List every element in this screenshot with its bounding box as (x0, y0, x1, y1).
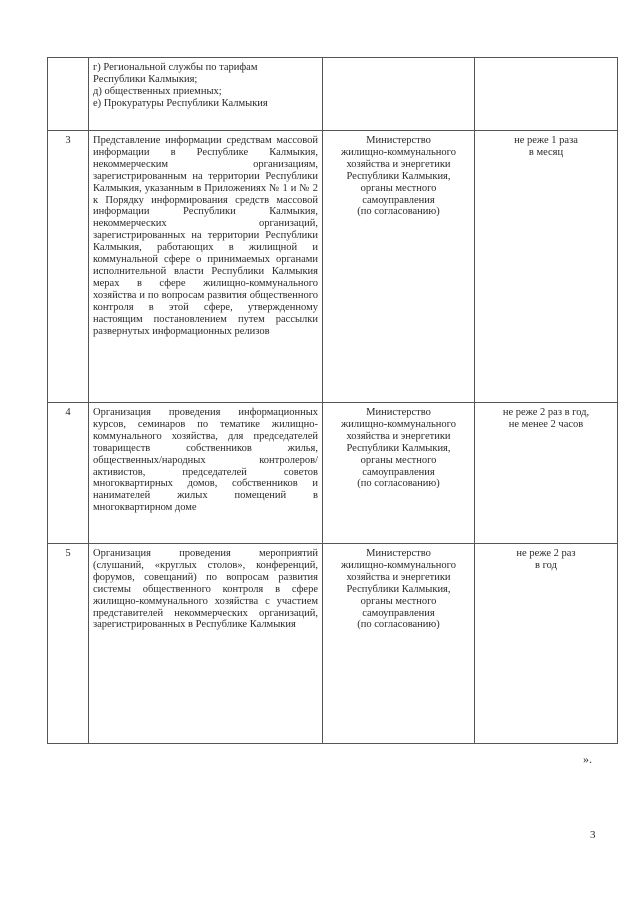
executor-line: Министерство (366, 407, 431, 418)
term-line: в месяц (528, 146, 564, 158)
executor-line: Республики Калмыкия, (346, 170, 451, 182)
row-number-cell (48, 58, 89, 131)
executor-line: Республики Калмыкия, (346, 442, 451, 454)
action-cell: Организация проведения информационных курсов, семинаров по тематике жилищно-коммунального хозяйства, для председателей товариществ собственников жилья, общественных/народных контролеров/активистов, председателей советов многоквартирных домов, собственников и нанимателей жилых помещений в многоквартирном доме (89, 403, 323, 544)
executor-line: Республики Калмыкия, (346, 583, 451, 595)
action-line: Республики Калмыкия; (93, 73, 198, 85)
executor-cell (323, 131, 475, 403)
term-cell (475, 403, 618, 544)
term-cell (475, 58, 618, 131)
executor-line: жилищно-коммунального (341, 146, 456, 158)
executor-line: жилищно-коммунального (341, 559, 456, 571)
executor-line: хозяйства и энергетики (346, 571, 451, 583)
action-cell: Организация проведения мероприятий (слушаний, «круглых столов», конференций, форумов, совещаний) по вопросам развития системы общественного контроля в сфере жилищно-коммунального хозяйства с участием представителей некоммерческих организаций, зарегистрированных в Республике Калмыкия (89, 544, 323, 744)
executor-line: хозяйства и энергетики (346, 430, 451, 442)
row-number-cell: 5 (48, 544, 89, 744)
action-line: д) общественных приемных; (93, 85, 222, 97)
executor-cell (323, 403, 475, 544)
executor-line: органы местного (360, 454, 437, 466)
action-line: е) Прокуратуры Республики Калмыкия (93, 97, 268, 109)
page-number: 3 (590, 829, 596, 841)
term-line: не реже 1 раза (514, 135, 578, 146)
term-line: в год (535, 559, 557, 571)
table-row (48, 403, 618, 544)
term-cell (475, 131, 618, 403)
closing-quote-mark: ». (583, 752, 592, 766)
executor-line: самоуправления (362, 607, 435, 619)
executor-line: жилищно-коммунального (341, 418, 456, 430)
action-line: г) Региональной службы по тарифам (93, 62, 258, 73)
row-number-cell: 3 (48, 131, 89, 403)
table-row-continuation (48, 58, 618, 131)
executor-line: самоуправления (362, 194, 435, 206)
term-line: не менее 2 часов (508, 418, 584, 430)
executor-cell (323, 58, 475, 131)
executor-line: Министерство (366, 135, 431, 146)
executor-line: Министерство (366, 548, 431, 559)
action-cell: Представление информации средствам массовой информации в Республике Калмыкия, некоммерческим организациям, зарегистрированным на территории Республики Калмыкия, указанным в Приложениях № 1 и № 2 к Порядку информирования средств массовой информации Республики Калмыкия, некоммерческих организаций, зарегистрированных на территории Республики Калмыкия, работающих в жилищной и коммунальной сфере о принимаемых органами исполнительной власти Республики Калмыкия мерах в сфере жилищно-коммунального хозяйства и по вопросам развития общественного контроля в этой сфере, утвержденному настоящим постановлением путем рассылки развернутых информационных релизов (89, 131, 323, 403)
term-line: не реже 2 раз в год, (502, 407, 590, 418)
executor-line: (по согласованию) (357, 619, 440, 631)
executor-line: (по согласованию) (357, 478, 440, 490)
row-number-cell: 4 (48, 403, 89, 544)
term-line: не реже 2 раз (516, 548, 576, 559)
action-cell (89, 58, 323, 131)
executor-cell (323, 544, 475, 744)
executor-line: самоуправления (362, 466, 435, 478)
executor-line: органы местного (360, 595, 437, 607)
executor-line: хозяйства и энергетики (346, 158, 451, 170)
measures-table (47, 57, 618, 744)
executor-line: органы местного (360, 182, 437, 194)
term-cell (475, 544, 618, 744)
table-row (48, 544, 618, 744)
executor-line: (по согласованию) (357, 206, 440, 218)
table-row (48, 131, 618, 403)
